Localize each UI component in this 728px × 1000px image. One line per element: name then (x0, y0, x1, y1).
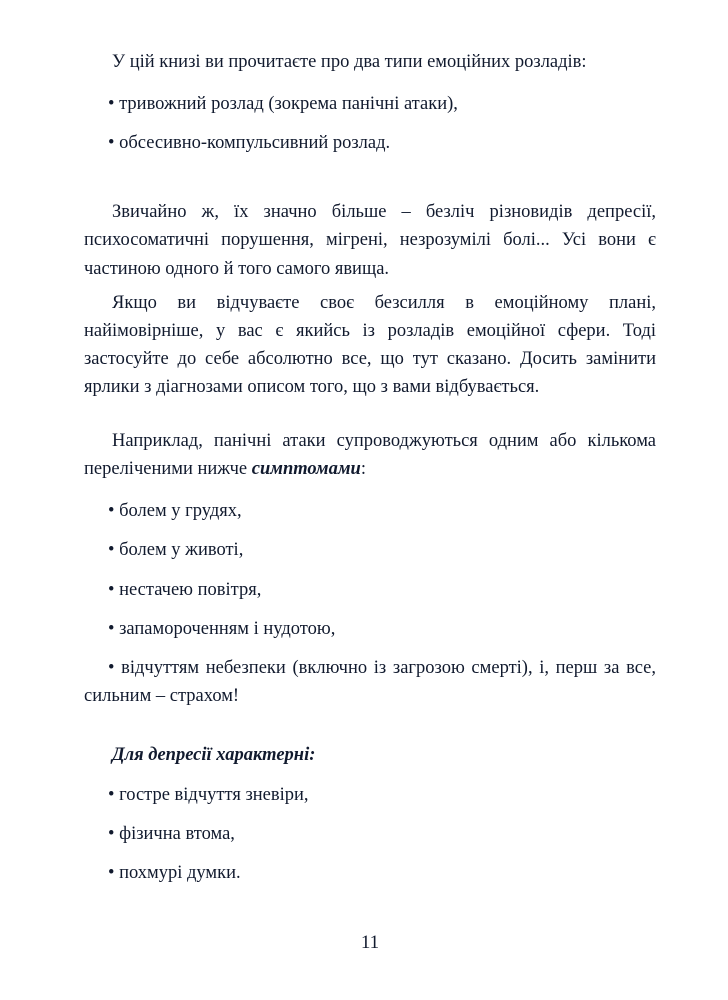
symptoms-lead-paragraph (84, 427, 656, 483)
list-item: • похмурі думки. (108, 863, 241, 884)
page-content (84, 48, 656, 932)
list-item: • фізична втома, (108, 824, 235, 845)
list-item: • нестачею повітря, (108, 579, 262, 600)
symptoms-emphasis: симптомами (251, 459, 361, 480)
list-item: • тривожний розлад (зокрема панічні атаки), (108, 94, 458, 115)
list-item: • болем у грудях, (108, 501, 242, 522)
spacer (84, 407, 656, 427)
body-paragraph-2: Якщо ви відчуваєте своє безсилля в емоційному плані, найімовірніше, у вас є якийсь із розладів емоційної сфери. Тоді застосуйте до себе абсолютно все, що тут сказано. Досить замінити ярлики з діагнозами описом того, що з вами відбувається. (84, 292, 656, 397)
section-heading: Для депресії характерні: (112, 744, 316, 765)
list-item: • відчуттям небезпеки (включно із загрозою смерті), і, перш за все, сильним – страхом! (84, 657, 656, 706)
spacer (84, 489, 656, 497)
list-item: • обсесивно-компульсивний розлад. (108, 133, 391, 154)
spacer (84, 721, 656, 741)
body-paragraph-1: Звичайно ж, їх значно більше – безліч різновидів депресії, психосоматичні порушення, мігрені, незрозумілі болі... Усі вони є частиною одного й того самого явища. (84, 202, 656, 279)
spacer (84, 168, 656, 198)
page-number: 11 (360, 932, 380, 953)
list-item: • запамороченням і нудотою, (108, 618, 336, 639)
symptoms-lead-text-after: : (360, 459, 366, 480)
symptoms-lead-text-before: Наприклад, панічні атаки супроводжуються одним або кількома переліченими нижче (84, 431, 656, 480)
intro-paragraph: У цій книзі ви прочитаєте про два типи емоційних розладів: (112, 52, 587, 72)
list-item: • болем у животі, (108, 540, 244, 561)
list-item: • гостре відчуття зневіри, (108, 785, 309, 806)
